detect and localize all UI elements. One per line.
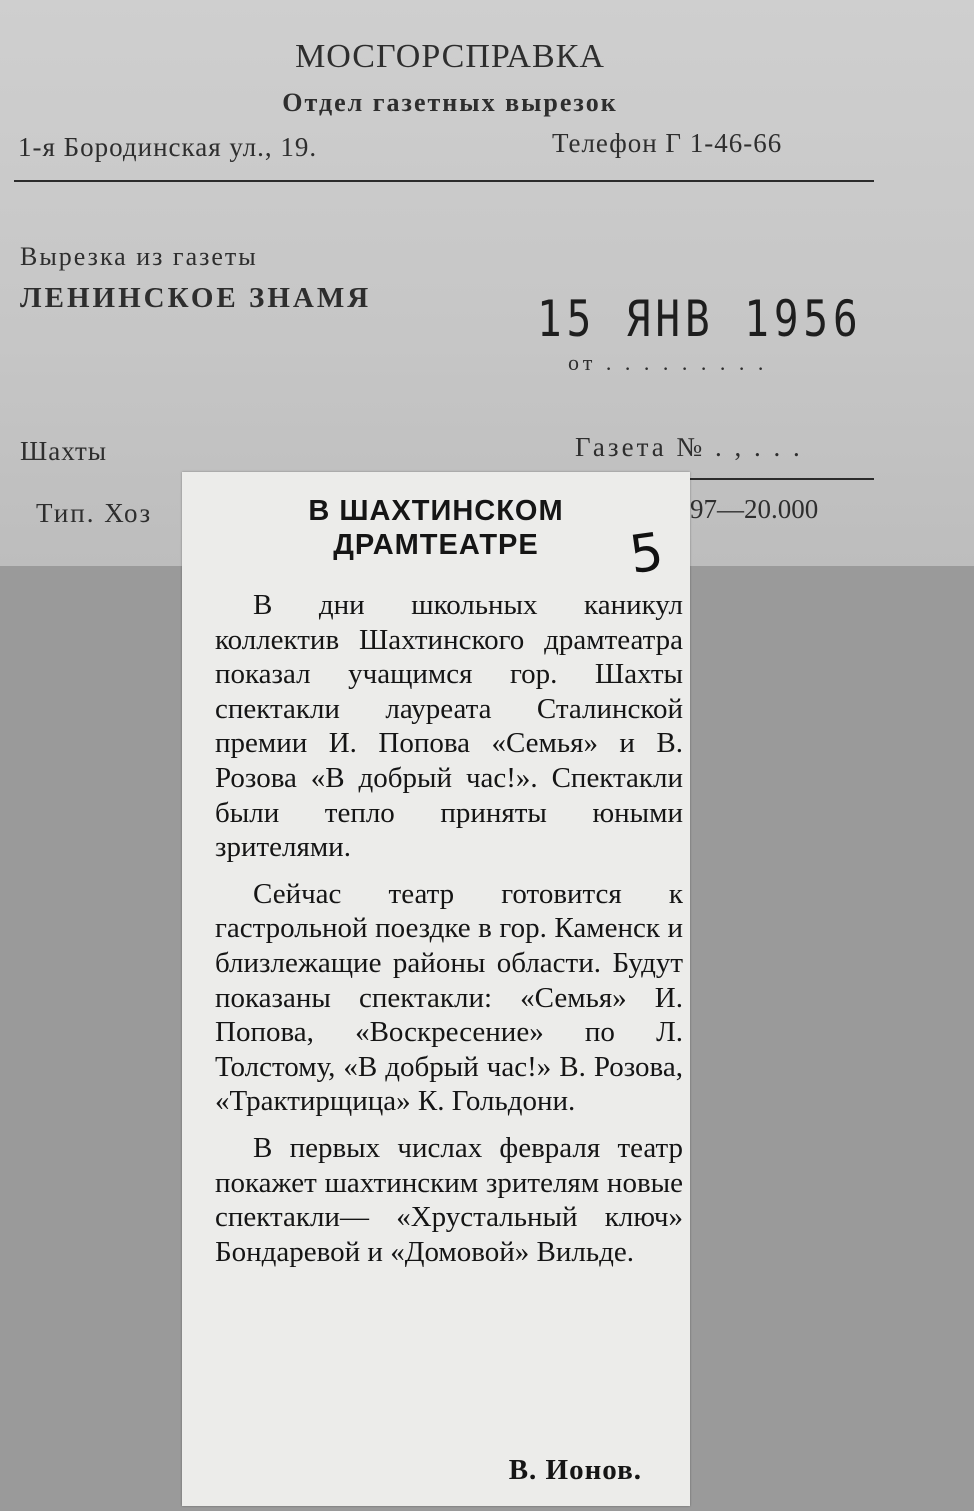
phone: Телефон Г 1-46-66 (552, 128, 783, 158)
newspaper-number: Газета № . , . . . (575, 432, 803, 462)
department-name: Отдел газетных вырезок (282, 88, 618, 117)
article-author: В. Ионов. (508, 1454, 642, 1486)
article-paragraph: Сейчас театр готовится к гастрольной поездке в гор. Каменск и близлежащие районы области. Будут показаны спектакли: «Семья» И. Попова, «Воскресение» по Л. Толстому, «В добрый час!» В. Розова, «Трактирщица» К. Гольдони. (215, 877, 683, 1118)
date-prefix: от . . . . . . . . . (568, 350, 768, 375)
organization-name: МОСГОРСПРАВКА (295, 38, 605, 75)
address: 1-я Бородинская ул., 19. (18, 132, 318, 162)
article-body (215, 588, 683, 1269)
clipping-label: Вырезка из газеты (20, 242, 258, 271)
newspaper-name: ЛЕНИНСКОЕ ЗНАМЯ (20, 282, 372, 314)
handwritten-mark: 5 (625, 521, 668, 587)
header-divider (14, 180, 874, 182)
print-info-left: Тип. Хоз (36, 498, 153, 528)
date-stamp: 15 ЯНВ 1956 (537, 290, 863, 348)
headline-line-2: ДРАМТЕАТРЕ (333, 529, 539, 561)
article-paragraph: В дни школьных каникул коллектив Шахтинского драмтеатра показал учащимся гор. Шахты спектакли лауреата Сталинской премии И. Попова «Семья» и В. Розова «В добрый час!». Спектакли были тепло приняты юными зрителями. (215, 589, 683, 864)
headline-line-1: В ШАХТИНСКОМ (308, 495, 564, 527)
article-paragraph: В первых числах февраля театр покажет шахтинским зрителям новые спектакли— «Хрустальный ключ» Бондаревой и «Домовой» Вильде. (215, 1131, 683, 1268)
city: Шахты (20, 436, 107, 466)
article-headline (182, 494, 690, 562)
print-info-right: 97—20.000 (690, 494, 819, 524)
newspaper-clipping (182, 472, 690, 1506)
